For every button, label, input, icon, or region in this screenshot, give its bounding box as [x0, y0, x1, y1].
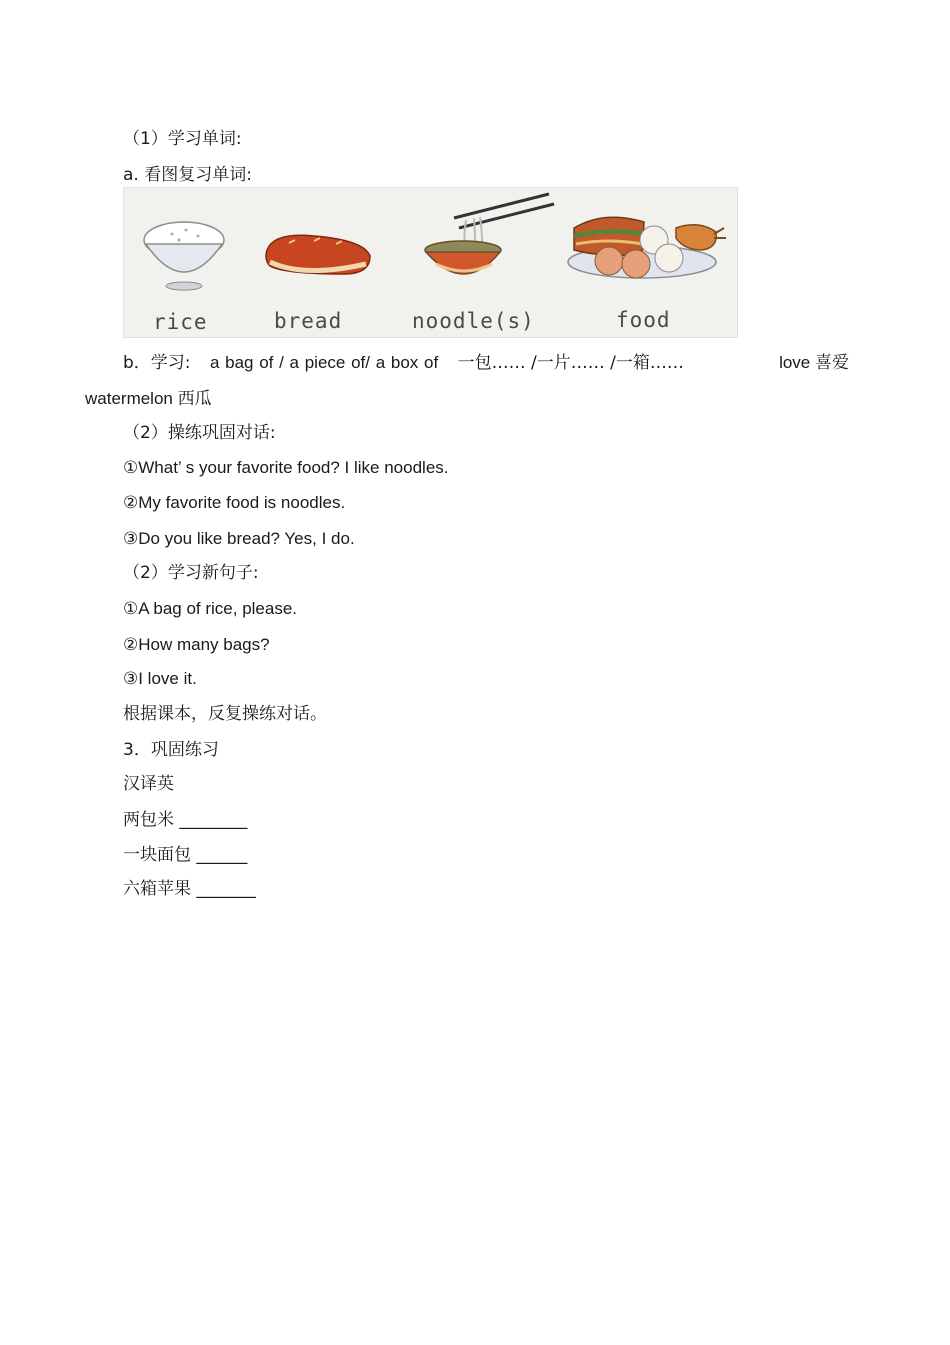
dialogue-2: ②My favorite food is noodles.: [123, 493, 346, 512]
item-b-line: [123, 352, 863, 374]
exercise-heading: 3．巩固练习: [123, 740, 219, 760]
new-sentence-1: ①A bag of rice, please.: [123, 599, 298, 618]
noodle-bowl-icon: [425, 194, 554, 274]
dialogue-1: ①What’ s your favorite food? I like noodles.: [123, 458, 449, 477]
exercise-item-2: 一块面包 ______: [123, 845, 248, 865]
food-label-bread: bread: [274, 309, 343, 333]
food-vocabulary-illustration: [123, 187, 738, 338]
exercise-item-1: 两包米 ________: [123, 810, 248, 830]
exercise-item-3: 六箱苹果 _______: [123, 879, 256, 899]
exercise-subheading: 汉译英: [123, 774, 174, 794]
food-label-rice: rice: [153, 310, 208, 334]
item-b-phrase-en: a bag of / a piece of/ a box of: [209, 353, 439, 372]
food-label-food: food: [616, 308, 671, 332]
bread-icon: [266, 235, 370, 274]
section2-heading: （2）操练巩固对话:: [123, 423, 276, 443]
practice-note: 根据课本，反复操练对话。: [123, 704, 327, 724]
dialogue-3: ③Do you like bread? Yes, I do.: [123, 529, 355, 548]
food-label-noodles: noodle(s): [412, 309, 535, 333]
item-b-continuation: watermelon 西瓜: [85, 389, 212, 408]
new-sentence-2: ②How many bags?: [123, 635, 270, 654]
food-plate-icon: [568, 217, 726, 278]
rice-bowl-icon: [144, 222, 224, 290]
section3-heading: （2）学习新句子:: [123, 563, 259, 583]
item-b-phrase-love: love 喜爱: [779, 353, 849, 372]
item-a-heading: a. 看图复习单词:: [123, 165, 252, 185]
item-b-prefix: b．学习:: [123, 353, 191, 373]
new-sentence-3: ③I love it.: [123, 669, 197, 688]
section1-heading: （1）学习单词:: [123, 129, 242, 149]
item-b-phrase-cn: 一包…… /一片…… /一箱……: [457, 353, 684, 373]
food-illustration-svg: [124, 188, 737, 337]
